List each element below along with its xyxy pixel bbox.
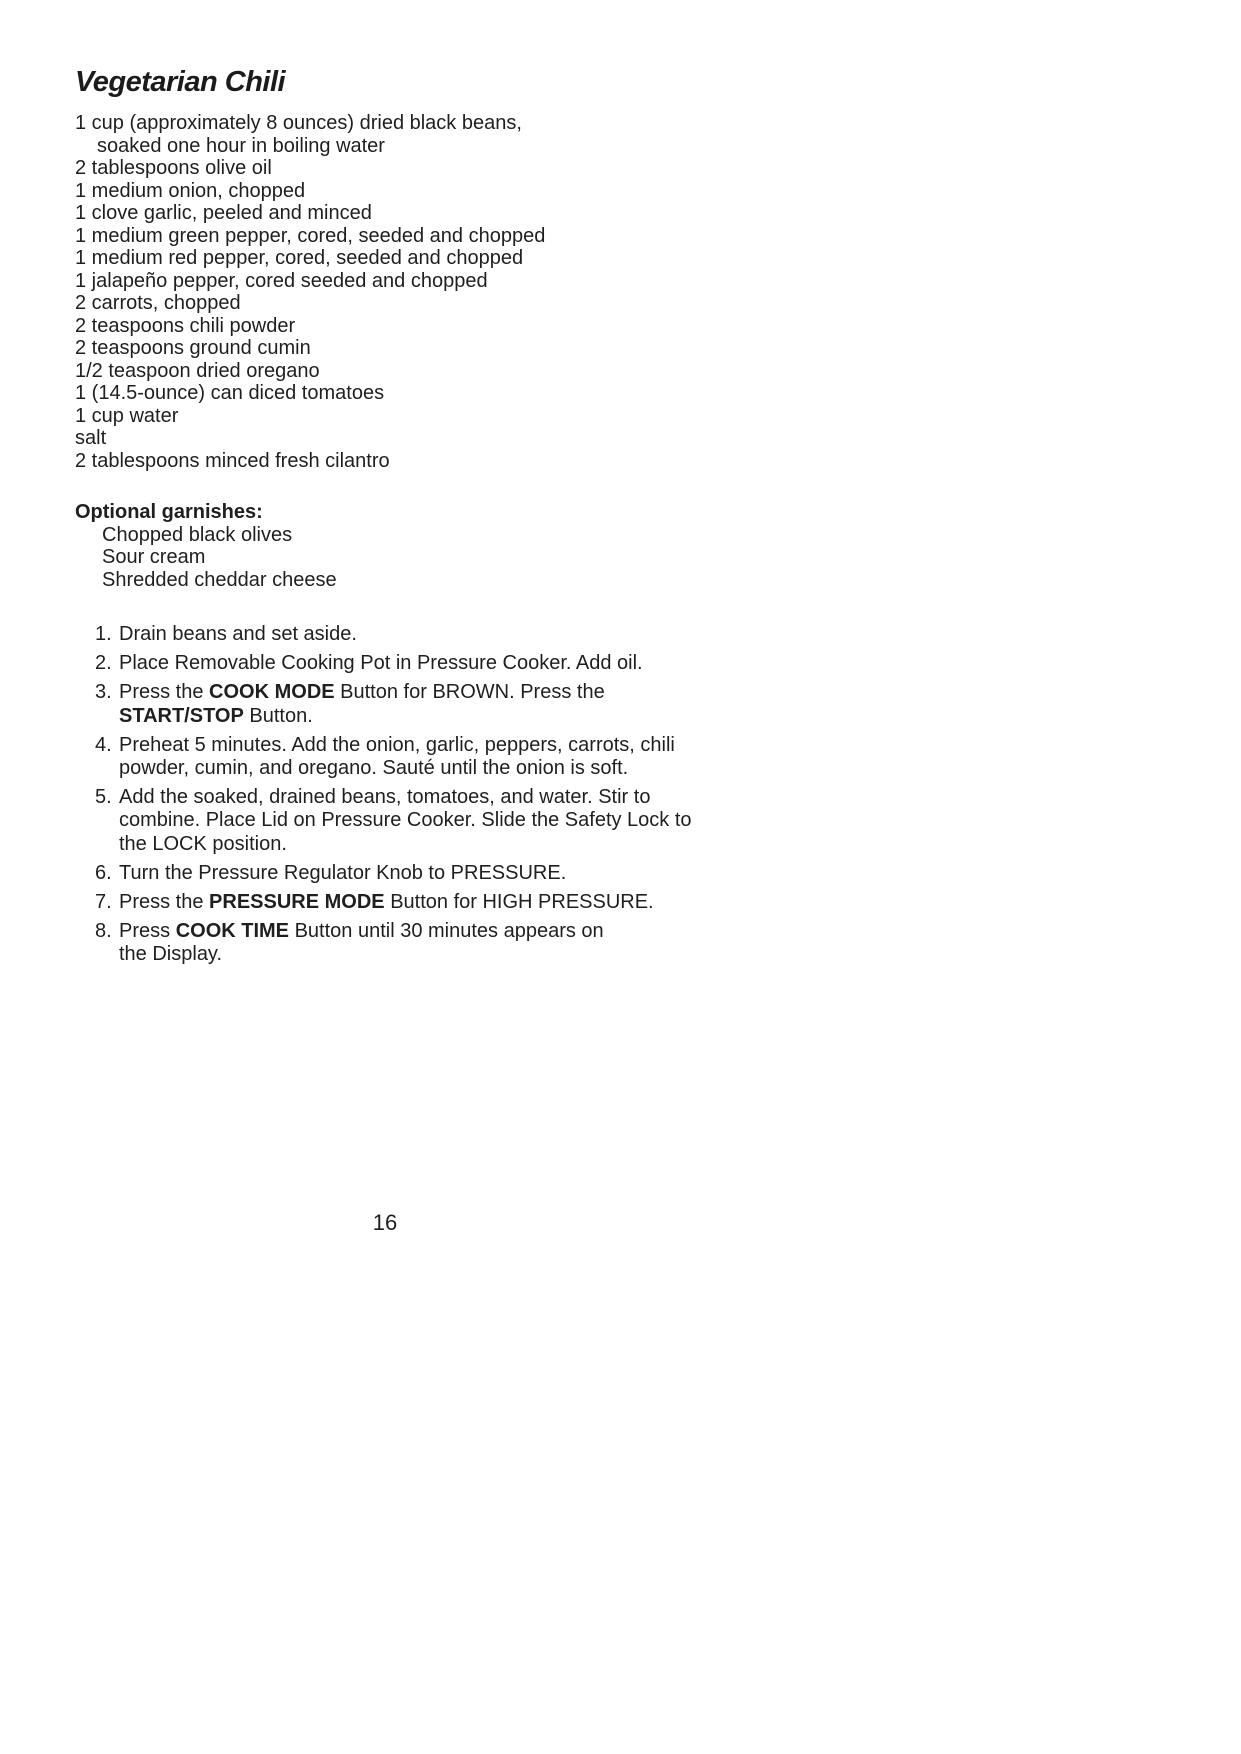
ingredient-line: 1 medium green pepper, cored, seeded and chopped: [75, 224, 546, 247]
garnish-list: [75, 524, 755, 592]
step-line: Turn the Pressure Regulator Knob to PRESSURE.: [119, 861, 567, 884]
instruction-step: [75, 623, 775, 646]
garnish-item: Chopped black olives: [102, 523, 293, 546]
step-number: 5.: [95, 786, 112, 809]
step-number: 7.: [95, 891, 112, 914]
instruction-step: [75, 891, 775, 914]
step-text: [119, 652, 775, 675]
garnishes-heading: Optional garnishes:: [75, 501, 263, 523]
ingredient-list: [75, 112, 755, 472]
ingredient-line: salt: [75, 427, 107, 449]
step-line: the Display.: [119, 943, 223, 966]
instruction-step: [75, 734, 775, 780]
step-text: [119, 623, 775, 646]
ingredient-line: 1 (14.5-ounce) can diced tomatoes: [75, 382, 385, 404]
step-text: [119, 891, 775, 914]
ingredient-line: 2 carrots, chopped: [75, 292, 241, 314]
ingredient-line: 1 cup water: [75, 404, 179, 427]
step-line: Preheat 5 minutes. Add the onion, garlic, peppers, carrots, chili: [119, 733, 675, 756]
ingredient-line: soaked one hour in boiling water: [97, 134, 385, 157]
step-line: Add the soaked, drained beans, tomatoes, and water. Stir to: [119, 786, 651, 809]
garnishes-section: [75, 501, 755, 591]
ingredient-line: 2 tablespoons olive oil: [75, 157, 272, 179]
step-text: [119, 786, 775, 856]
step-text: [119, 734, 775, 780]
step-line: powder, cumin, and oregano. Sauté until the onion is soft.: [119, 757, 629, 780]
instruction-step: [75, 862, 775, 885]
ingredient-line: 1 jalapeño pepper, cored seeded and chopped: [75, 269, 488, 292]
ingredient-line: 2 tablespoons minced fresh cilantro: [75, 449, 390, 472]
ingredient-line: 1 medium red pepper, cored, seeded and chopped: [75, 247, 524, 269]
ingredient-line: 2 teaspoons chili powder: [75, 314, 296, 337]
step-text: [119, 862, 775, 885]
step-line: Place Removable Cooking Pot in Pressure Cooker. Add oil.: [119, 652, 643, 675]
recipe-title: Vegetarian Chili: [75, 66, 286, 98]
step-line: Press the PRESSURE MODE Button for HIGH PRESSURE.: [119, 891, 654, 914]
instruction-step: [75, 920, 775, 966]
ingredient-line: 1/2 teaspoon dried oregano: [75, 359, 320, 382]
step-text: [119, 681, 775, 727]
step-line: Press COOK TIME Button until 30 minutes appears on: [119, 920, 604, 943]
step-number: 2.: [95, 652, 112, 675]
step-number: 3.: [95, 681, 112, 704]
ingredient-line: 1 clove garlic, peeled and minced: [75, 202, 372, 224]
step-number: 8.: [95, 920, 112, 943]
garnish-item: Shredded cheddar cheese: [102, 568, 337, 591]
instruction-step: [75, 652, 775, 675]
ingredient-line: 1 cup (approximately 8 ounces) dried black beans,: [75, 112, 522, 134]
ingredient-line: 2 teaspoons ground cumin: [75, 337, 311, 359]
garnish-item: Sour cream: [102, 546, 206, 568]
page-number: 16: [372, 1210, 398, 1235]
ingredient-line: 1 medium onion, chopped: [75, 179, 306, 202]
step-line: START/STOP Button.: [119, 704, 313, 727]
step-line: combine. Place Lid on Pressure Cooker. Slide the Safety Lock to: [119, 809, 692, 832]
step-number: 4.: [95, 733, 112, 756]
instruction-step: [75, 681, 775, 727]
instruction-list: [75, 623, 775, 973]
step-line: the LOCK position.: [119, 832, 287, 855]
step-text: [119, 920, 775, 966]
instruction-step: [75, 786, 775, 856]
step-line: Press the COOK MODE Button for BROWN. Press the: [119, 681, 605, 704]
step-line: Drain beans and set aside.: [119, 623, 357, 645]
step-number: 1.: [95, 623, 112, 645]
step-number: 6.: [95, 861, 112, 884]
